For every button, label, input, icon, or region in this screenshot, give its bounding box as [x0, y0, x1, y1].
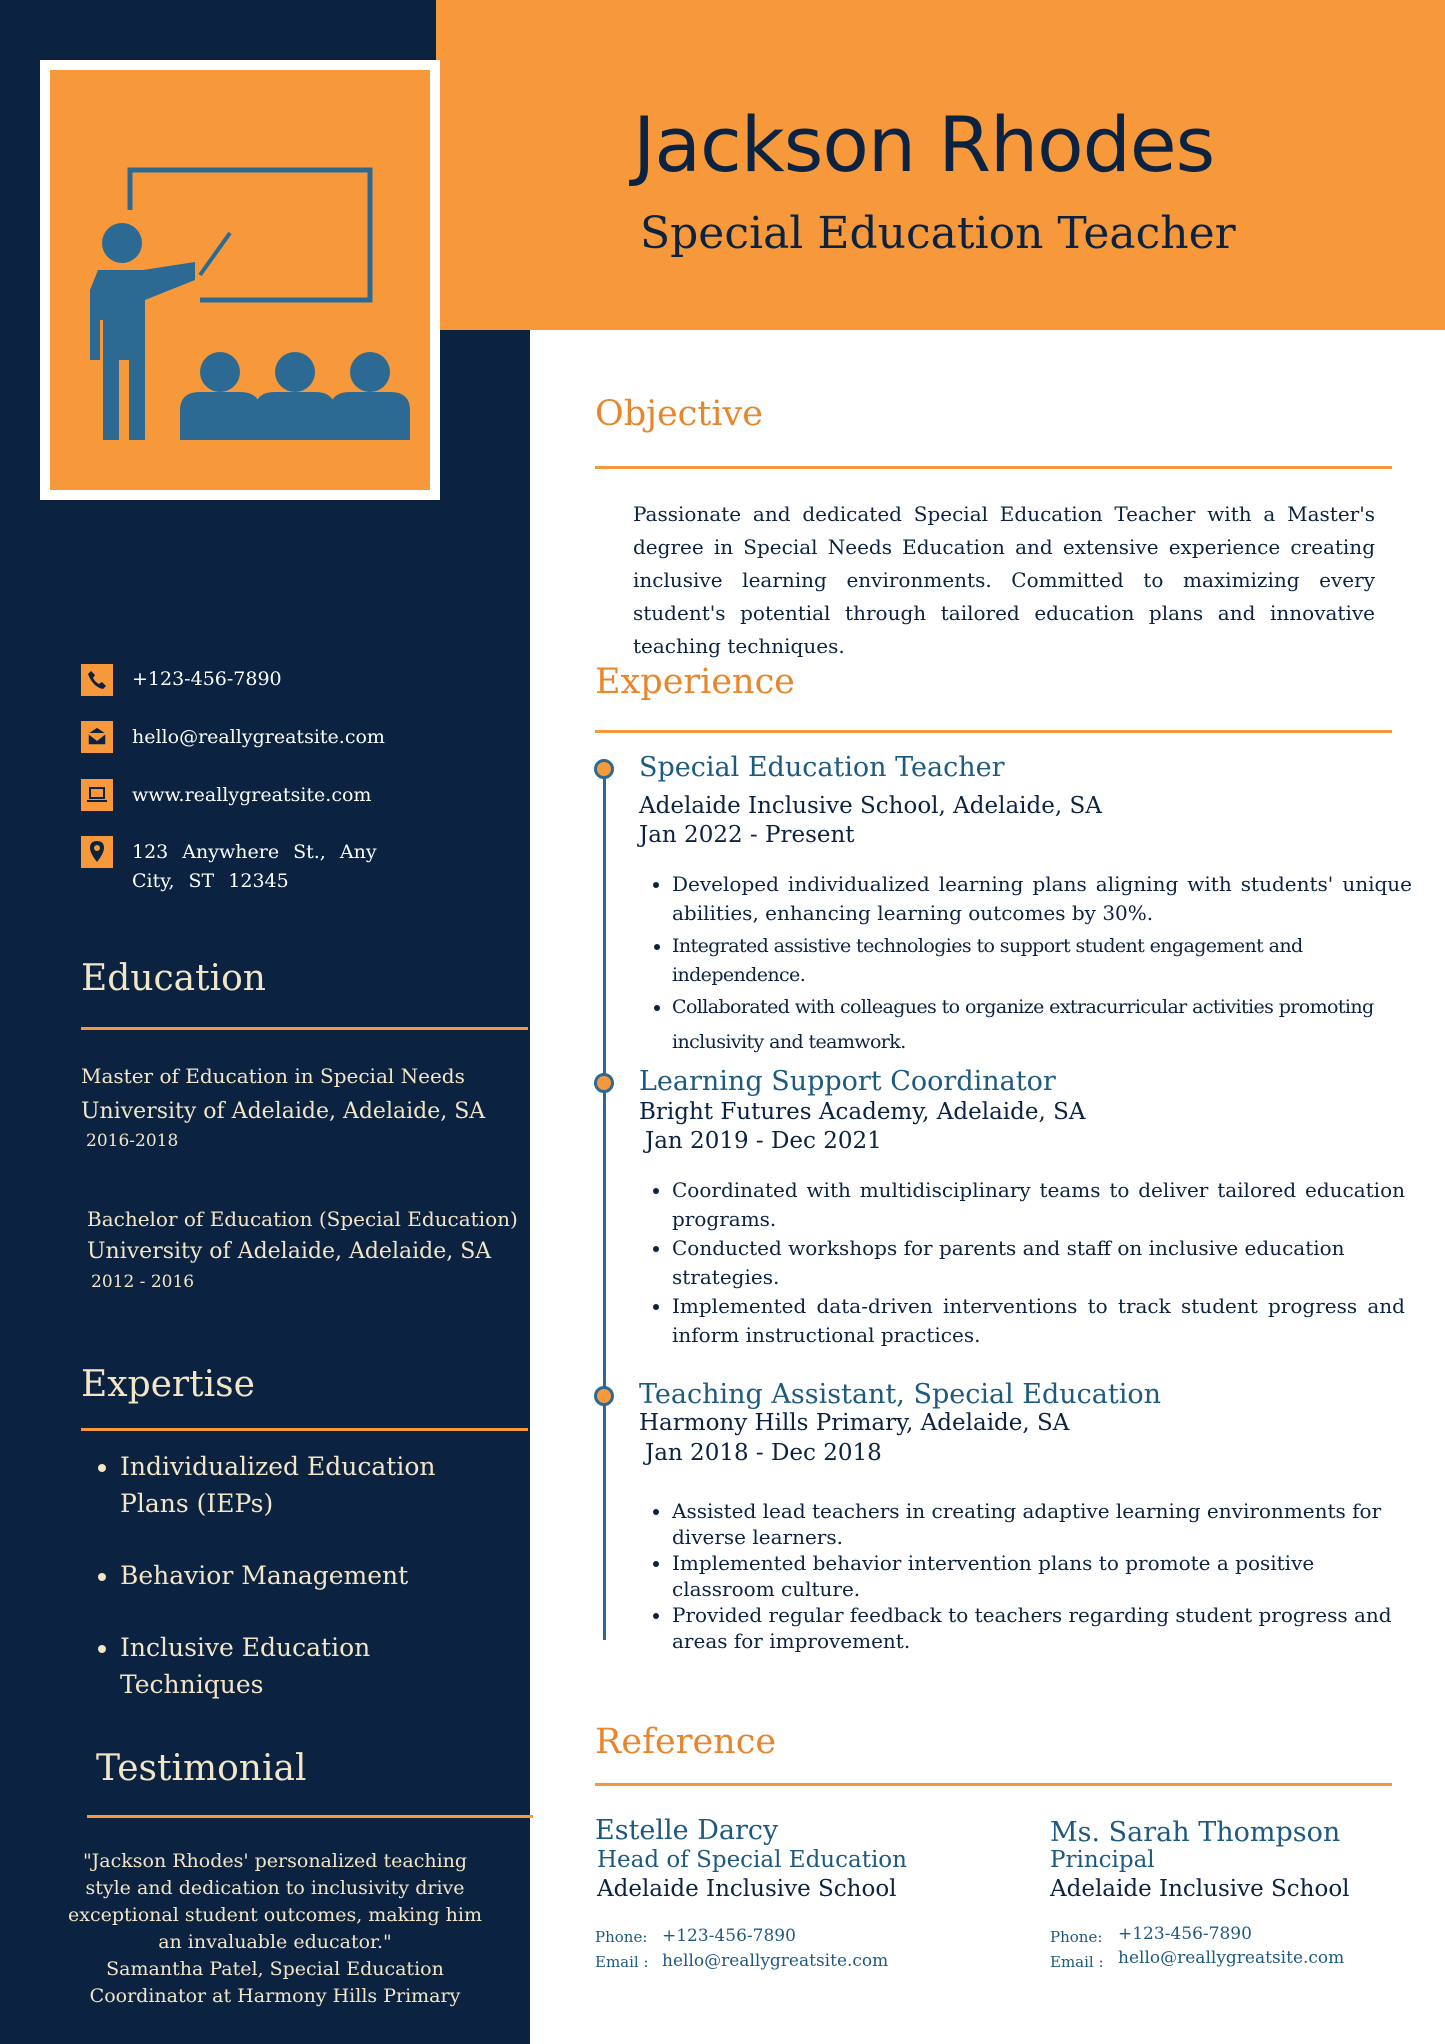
email-icon: [81, 721, 113, 753]
job-bullet: • Implemented behavior intervention plans to promote a positive classroom culture.: [672, 1550, 1392, 1602]
objective-text: Passionate and dedicated Special Education Teacher with a Master's degree in Special Needs Education and extensive experience creating inclusive learning environments. Committed to maximizing every student's potential through tailored education plans and innovative teaching techniques.: [633, 502, 1375, 658]
expertise-heading: Expertise: [81, 1364, 255, 1405]
objective-rule: [595, 466, 1392, 469]
reference-rule: [595, 1783, 1392, 1786]
teacher-classroom-icon: [50, 70, 430, 490]
experience-rule: [595, 730, 1392, 733]
job-dates: Jan 2022 - Present: [639, 822, 855, 848]
job-company: Harmony Hills Primary, Adelaide, SA: [639, 1410, 1070, 1436]
job-bullets: [642, 1176, 1405, 1350]
job-bullet: • Assisted lead teachers in creating adaptive learning environments for diverse learners.: [672, 1498, 1392, 1550]
job-dates: Jan 2018 - Dec 2018: [645, 1440, 882, 1466]
candidate-name: Jackson Rhodes: [633, 100, 1215, 189]
education-heading: Education: [81, 958, 266, 999]
reference-email-label: Email :: [595, 1953, 649, 1971]
testimonial-heading: Testimonial: [96, 1748, 307, 1789]
job-company: Adelaide Inclusive School, Adelaide, SA: [639, 793, 1102, 819]
education-rule: [81, 1027, 528, 1030]
job-dates: Jan 2019 - Dec 2021: [645, 1128, 882, 1154]
laptop-icon: [81, 779, 113, 811]
phone-icon: [81, 664, 113, 696]
reference-phone[interactable]: +123-456-7890: [662, 1926, 796, 1946]
profile-image-frame: [40, 60, 440, 500]
education-years-1: 2016-2018: [86, 1131, 179, 1151]
job-bullet: • Integrated assistive technologies to support student engagement and independence.: [672, 932, 1412, 990]
experience-heading: Experience: [595, 662, 795, 702]
testimonial-quote: "Jackson Rhodes' personalized teaching style and dedication to inclusivity drive exceptional student outcomes, making him an invaluable educator.": [68, 1850, 482, 1953]
education-school-2: University of Adelaide, Adelaide, SA: [87, 1239, 492, 1264]
education-years-2: 2012 - 2016: [91, 1272, 195, 1292]
reference-title: Principal: [1050, 1847, 1155, 1873]
reference-email[interactable]: hello@reallygreatsite.com: [662, 1951, 889, 1971]
expertise-item: • Behavior Management: [120, 1557, 460, 1594]
expertise-list: [82, 1448, 460, 1703]
expertise-rule: [81, 1428, 528, 1431]
contact-phone[interactable]: +123-456-7890: [132, 668, 282, 690]
expertise-item: • Individualized Education Plans (IEPs): [120, 1448, 460, 1522]
candidate-role: Special Education Teacher: [640, 208, 1236, 259]
reference-heading: Reference: [595, 1722, 777, 1762]
job-bullets: [642, 1498, 1392, 1654]
job-bullet: • Collaborated with colleagues to organize extracurricular activities promoting inclusivity and teamwork.: [672, 990, 1412, 1060]
location-pin-icon: [81, 836, 113, 868]
expertise-item: • Inclusive Education Techniques: [120, 1629, 460, 1703]
reference-email-label: Email :: [1050, 1953, 1104, 1971]
reference-phone[interactable]: +123-456-7890: [1118, 1924, 1252, 1944]
reference-org: Adelaide Inclusive School: [597, 1876, 897, 1902]
testimonial-block: [60, 1848, 490, 2010]
reference-name: Estelle Darcy: [595, 1815, 779, 1846]
job-bullet: • Implemented data-driven interventions to track student progress and inform instructional practices.: [672, 1292, 1405, 1350]
job-title: Special Education Teacher: [639, 752, 1005, 783]
job-bullet: • Coordinated with multidisciplinary teams to deliver tailored education programs.: [672, 1176, 1405, 1234]
reference-email[interactable]: hello@reallygreatsite.com: [1118, 1948, 1345, 1968]
job-title: Learning Support Coordinator: [639, 1066, 1056, 1097]
contact-email[interactable]: hello@reallygreatsite.com: [132, 726, 385, 748]
testimonial-author: Samantha Patel, Special Education Coordinator at Harmony Hills Primary: [89, 1958, 461, 2007]
contact-website[interactable]: www.reallygreatsite.com: [132, 784, 372, 806]
job-bullet: • Provided regular feedback to teachers regarding student progress and areas for improvement.: [672, 1602, 1392, 1654]
teacher-illustration: [50, 70, 430, 490]
reference-phone-label: Phone:: [595, 1928, 648, 1946]
job-company: Bright Futures Academy, Adelaide, SA: [639, 1099, 1086, 1125]
education-school-1: University of Adelaide, Adelaide, SA: [81, 1099, 486, 1124]
education-degree-2: Bachelor of Education (Special Education): [87, 1207, 518, 1231]
reference-title: Head of Special Education: [597, 1847, 907, 1873]
job-bullets: [642, 870, 1412, 1060]
reference-phone-label: Phone:: [1050, 1928, 1103, 1946]
objective-heading: Objective: [595, 394, 764, 434]
experience-timeline: [603, 770, 606, 1640]
job-title: Teaching Assistant, Special Education: [639, 1379, 1162, 1410]
reference-name: Ms. Sarah Thompson: [1050, 1817, 1341, 1848]
job-bullet: • Conducted workshops for parents and staff on inclusive education strategies.: [672, 1234, 1405, 1292]
timeline-dot: [594, 1073, 614, 1093]
education-degree-1: Master of Education in Special Needs: [81, 1064, 465, 1088]
timeline-dot: [594, 759, 614, 779]
timeline-dot: [594, 1386, 614, 1406]
testimonial-rule: [87, 1815, 533, 1818]
contact-address: 123 Anywhere St., Any City, ST 12345: [132, 841, 377, 892]
reference-org: Adelaide Inclusive School: [1050, 1876, 1350, 1902]
job-bullet: • Developed individualized learning plans aligning with students' unique abilities, enhancing learning outcomes by 30%.: [672, 870, 1412, 928]
